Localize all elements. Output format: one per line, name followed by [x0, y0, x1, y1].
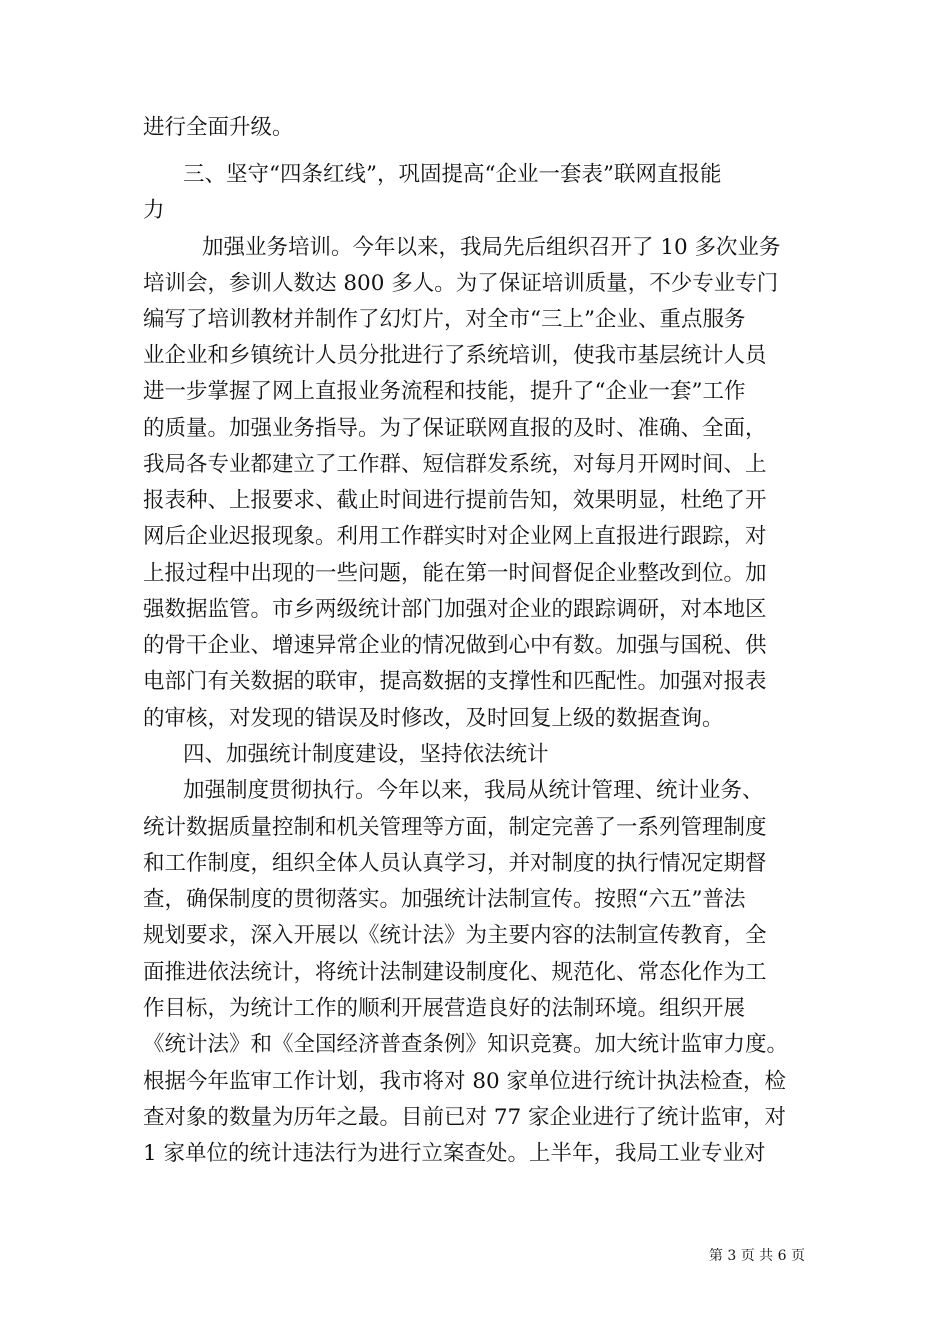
text-line: 报表种、上报要求、截止时间进行提前告知，效果明显，杜绝了开 [143, 488, 767, 513]
text-line: 统计数据质量控制和机关管理等方面，制定完善了一系列管理制度 [143, 815, 767, 840]
text-line: 加强业务培训。今年以来，我局先后组织召开了 10 多次业务 [202, 235, 781, 260]
section-heading-3: 三、坚守“四条红线”，巩固提高“企业一套表”联网直报能 [183, 162, 722, 187]
text-line: 强数据监管。市乡两级统计部门加强对企业的跟踪调研，对本地区 [143, 597, 767, 622]
text-line: 进行全面升级。 [143, 115, 294, 140]
text-line: 的质量。加强业务指导。为了保证联网直报的及时、准确、全面， [143, 416, 767, 441]
text-line: 和工作制度，组织全体人员认真学习，并对制度的执行情况定期督 [143, 851, 767, 876]
text-line: 规划要求，深入开展以《统计法》为主要内容的法制宣传教育，全 [143, 923, 767, 948]
text-line: 查，确保制度的贯彻落实。加强统计法制宣传。按照“六五”普法 [143, 887, 746, 912]
text-line: 查对象的数量为历年之最。目前已对 77 家企业进行了统计监审，对 [143, 1105, 787, 1130]
text-line: 网后企业迟报现象。利用工作群实时对企业网上直报进行跟踪，对 [143, 524, 767, 549]
text-line: 根据今年监审工作计划，我市将对 80 家单位进行统计执法检查，检 [143, 1069, 787, 1094]
text-line: 培训会，参训人数达 800 多人。为了保证培训质量，不少专业专门 [143, 271, 779, 296]
text-line: 上报过程中出现的一些问题，能在第一时间督促企业整改到位。加 [143, 561, 767, 586]
page-number-footer: 第 3 页 共 6 页 [708, 1248, 805, 1264]
text-line: 1 家单位的统计违法行为进行立案查处。上半年，我局工业专业对 [143, 1141, 766, 1166]
text-line: 的审核，对发现的错误及时修改，及时回复上级的数据查询。 [143, 706, 724, 731]
text-line: 作目标，为统计工作的顺利开展营造良好的法制环境。组织开展 [143, 996, 746, 1021]
text-line: 进一步掌握了网上直报业务流程和技能，提升了“企业一套”工作 [143, 379, 746, 404]
text-line: 我局各专业都建立了工作群、短信群发系统，对每月开网时间、上 [143, 452, 767, 477]
text-line: 《统计法》和《全国经济普查条例》知识竞赛。加大统计监审力度。 [143, 1032, 789, 1057]
text-line: 业企业和乡镇统计人员分批进行了系统培训，使我市基层统计人员 [143, 343, 767, 368]
text-line: 面推进依法统计，将统计法制建设制度化、规范化、常态化作为工 [143, 960, 767, 985]
text-line: 电部门有关数据的联审，提高数据的支撑性和匹配性。加强对报表 [143, 669, 767, 694]
text-line: 加强制度贯彻执行。今年以来，我局从统计管理、统计业务、 [183, 778, 764, 803]
text-line: 编写了培训教材并制作了幻灯片，对全市“三上”企业、重点服务 [143, 307, 746, 332]
section-heading-3-cont: 力 [143, 198, 165, 223]
text-line: 的骨干企业、增速异常企业的情况做到心中有数。加强与国税、供 [143, 633, 767, 658]
section-heading-4: 四、加强统计制度建设，坚持依法统计 [183, 742, 549, 767]
